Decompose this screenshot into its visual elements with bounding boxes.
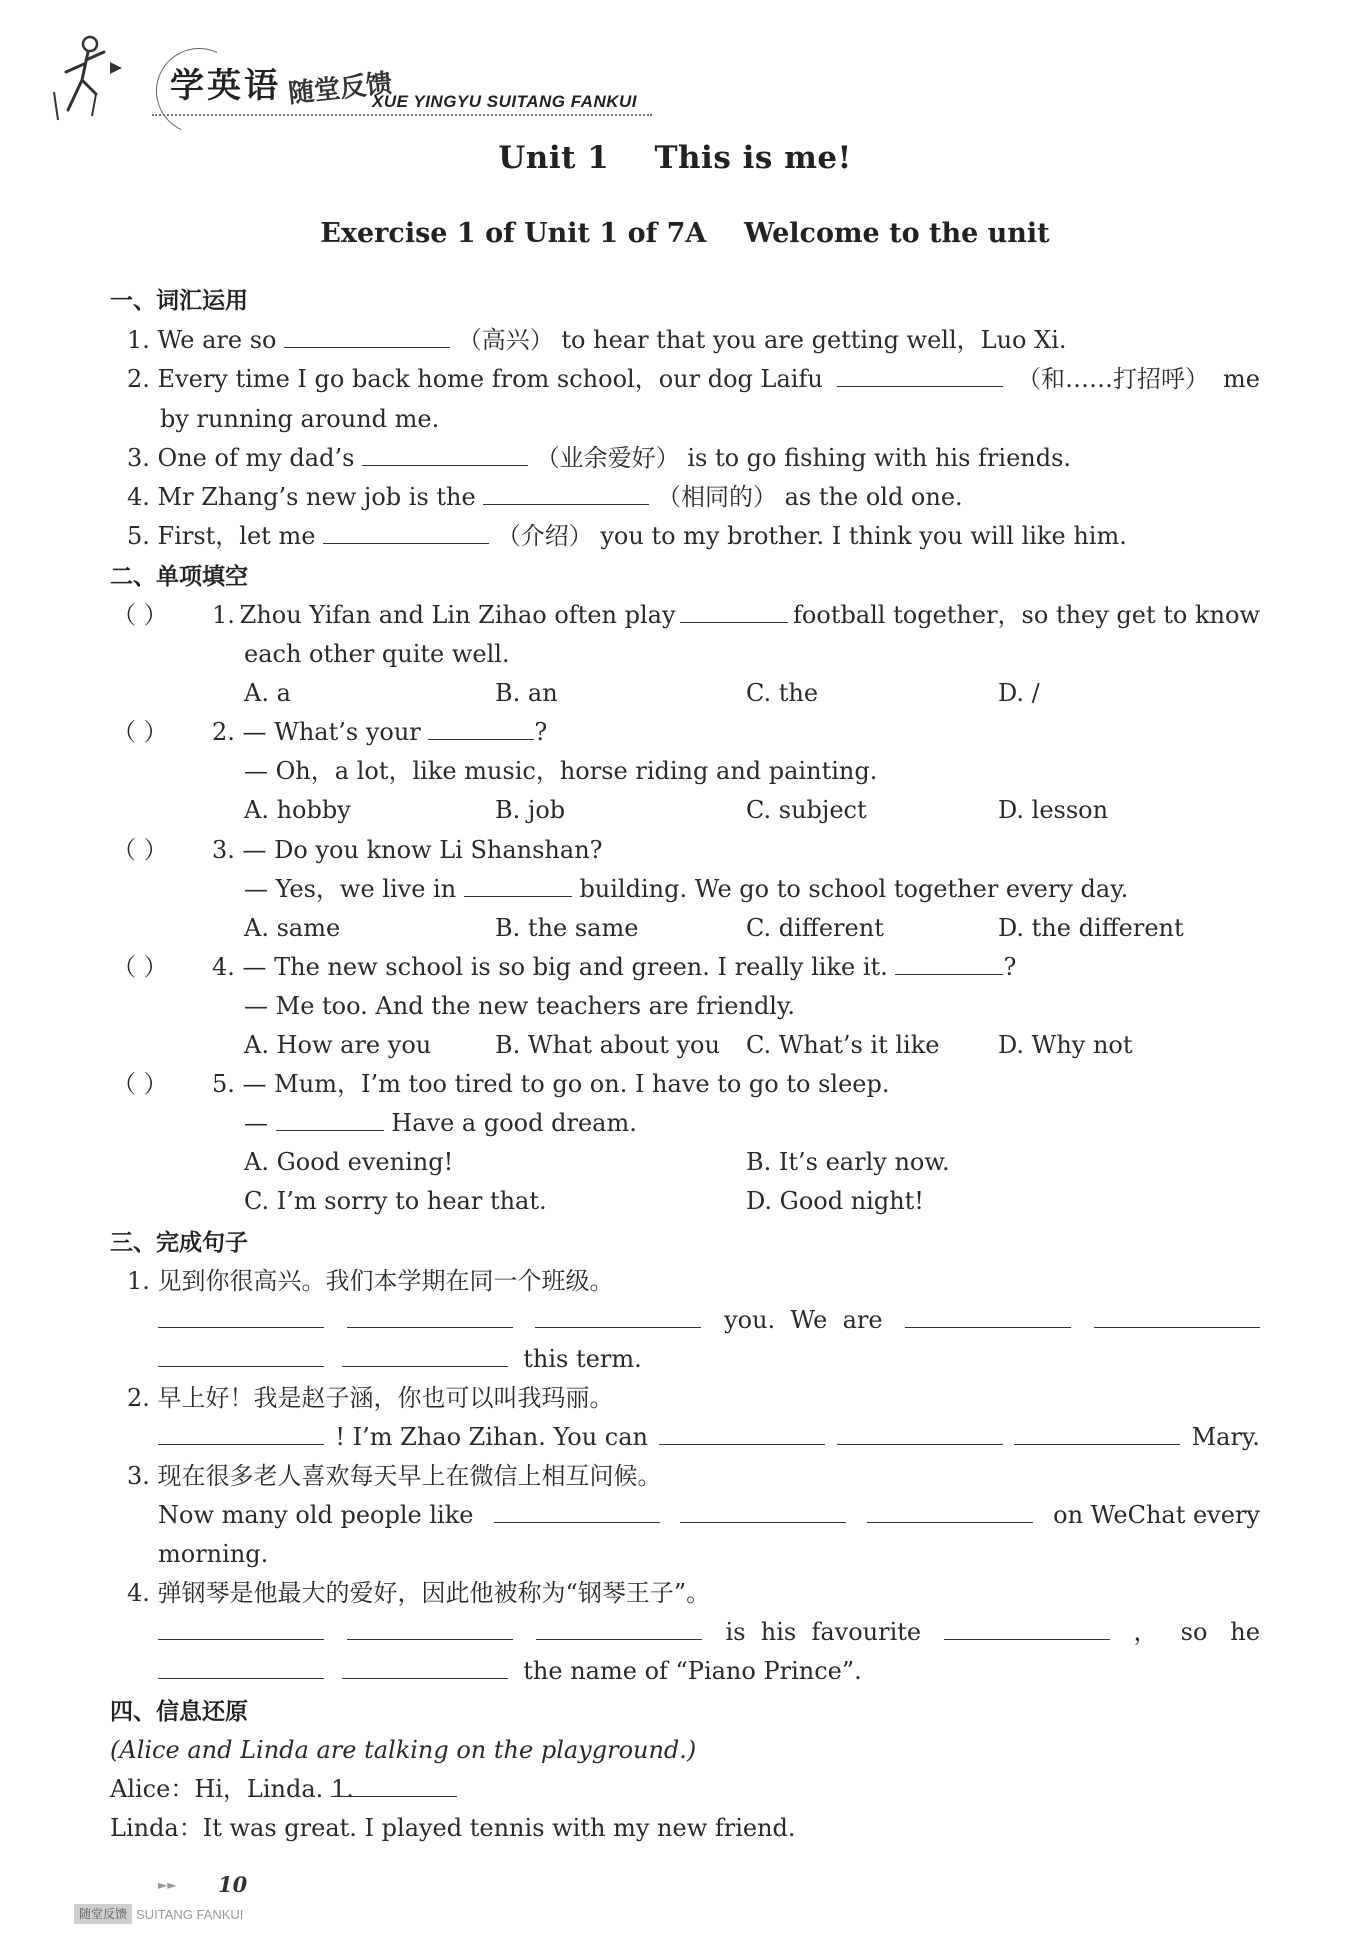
- dialogue-line-linda: Linda：It was great. I played tennis with my new friend.: [110, 1814, 796, 1842]
- answer-blank[interactable]: [536, 1617, 702, 1640]
- option-d[interactable]: D. /: [998, 679, 1040, 707]
- section-heading-complete-sentences: 三、完成句子: [110, 1230, 248, 1256]
- answer-blank[interactable]: [158, 1344, 324, 1367]
- sentence-text: you. We are: [724, 1306, 883, 1334]
- answer-blank[interactable]: [158, 1656, 324, 1679]
- item-number: 2.: [212, 718, 235, 746]
- page-header: [52, 28, 672, 128]
- vocab-item-3: [127, 443, 1071, 473]
- answer-blank[interactable]: [483, 482, 649, 505]
- answer-blank: [680, 600, 788, 623]
- item-text: is to go fishing with his friends.: [687, 444, 1072, 472]
- answer-blank[interactable]: [330, 1774, 457, 1803]
- option-c[interactable]: C. What’s it like: [746, 1031, 940, 1059]
- item-number: 5.: [127, 522, 150, 550]
- option-b[interactable]: B. an: [495, 679, 558, 707]
- translation-item-3: [127, 1461, 662, 1491]
- brand-pinyin: XUE YINGYU SUITANG FANKUI: [372, 92, 638, 111]
- chinese-hint: （业余爱好）: [535, 444, 680, 472]
- option-b[interactable]: B. It’s early now.: [746, 1148, 950, 1176]
- answer-blank[interactable]: [323, 521, 489, 544]
- answer-blank[interactable]: [347, 1617, 513, 1640]
- answer-blank[interactable]: [680, 1500, 846, 1523]
- section-heading-multiple-choice: 二、单项填空: [110, 564, 248, 590]
- chinese-hint: （和……打招呼）: [1016, 365, 1209, 393]
- question-text: — Yes，we live in: [244, 875, 457, 903]
- question-text: building. We go to school together every day.: [579, 875, 1129, 903]
- item-text: One of my dad’s: [157, 444, 355, 472]
- sentence-text: ! I’m Zhao Zihan. You can: [335, 1423, 649, 1451]
- answer-blank[interactable]: [158, 1617, 324, 1640]
- answer-blank: [428, 717, 534, 740]
- answer-blank[interactable]: [1094, 1305, 1260, 1328]
- item-text: me: [1223, 365, 1260, 393]
- chinese-sentence: 早上好！我是赵子涵，你也可以叫我玛丽。: [157, 1384, 614, 1412]
- question-text: — What’s your: [242, 718, 421, 746]
- vocab-item-5: [127, 521, 1127, 551]
- footer-badge: 随堂反馈: [74, 1904, 132, 1924]
- translation-item-3-line2: morning.: [158, 1540, 269, 1568]
- answer-blank[interactable]: [1014, 1422, 1180, 1445]
- item-text: We are so: [157, 326, 277, 354]
- translation-item-1-line1: [158, 1305, 1260, 1335]
- sentence-text: is his favourite: [725, 1618, 922, 1646]
- chinese-sentence: 现在很多老人喜欢每天早上在微信上相互问候。: [157, 1462, 662, 1490]
- answer-blank[interactable]: [837, 1422, 1003, 1445]
- item-text: as the old one.: [784, 483, 963, 511]
- question-text: ?: [534, 718, 548, 746]
- footer-pinyin: SUITANG FANKUI: [136, 1906, 244, 1922]
- vocab-item-2: [127, 364, 1260, 394]
- footer-brand: [74, 1904, 286, 1924]
- answer-blank[interactable]: [158, 1422, 324, 1445]
- answer-blank[interactable]: [494, 1500, 660, 1523]
- translation-item-4-line1: [158, 1617, 1260, 1647]
- vocab-item-4: [127, 482, 963, 512]
- question-text: — The new school is so big and green. I really like it.: [242, 953, 888, 981]
- mc-question-2: [212, 717, 547, 747]
- chinese-hint: （高兴）: [457, 326, 554, 354]
- brand-subtitle: 随堂反馈: [286, 68, 394, 110]
- option-b[interactable]: B. job: [495, 796, 566, 824]
- question-continuation: — Me too. And the new teachers are friendly.: [244, 992, 795, 1020]
- mc-question-3: [212, 835, 603, 865]
- answer-blank[interactable]: [944, 1617, 1110, 1640]
- answer-blank[interactable]: [837, 364, 1003, 387]
- sentence-text: the name of “Piano Prince”.: [523, 1657, 862, 1685]
- option-c[interactable]: C. I’m sorry to hear that.: [244, 1187, 547, 1215]
- answer-blank[interactable]: [342, 1344, 508, 1367]
- answer-blank[interactable]: [659, 1422, 825, 1445]
- chinese-hint: （介绍）: [496, 522, 593, 550]
- question-text: —: [244, 1109, 268, 1137]
- exercise-title: Exercise 1 of Unit 1 of 7A Welcome to the unit: [320, 218, 1050, 249]
- section-heading-information-recovery: 四、信息还原: [110, 1699, 248, 1725]
- answer-blank: [276, 1108, 384, 1131]
- translation-item-4: [127, 1578, 710, 1608]
- answer-blank[interactable]: [342, 1656, 508, 1679]
- chinese-sentence: 弹钢琴是他最大的爱好，因此他被称为“钢琴王子”。: [157, 1579, 711, 1607]
- item-number: 3.: [127, 1462, 150, 1490]
- dialogue-line-alice: [110, 1774, 457, 1804]
- sentence-text: this term.: [523, 1345, 642, 1373]
- option-a[interactable]: A. Good evening!: [244, 1148, 454, 1176]
- sentence-text: Mary.: [1191, 1423, 1260, 1451]
- translation-item-4-line2: [158, 1656, 862, 1686]
- answer-paren[interactable]: （ ）: [112, 1070, 168, 1098]
- item-text: you to my brother. I think you will like him.: [600, 522, 1127, 550]
- item-number: 4.: [127, 483, 150, 511]
- translation-item-1: [127, 1266, 614, 1296]
- item-text: to hear that you are getting well，Luo Xi.: [561, 326, 1067, 354]
- item-number: 1.: [127, 326, 150, 354]
- dialogue-scene: (Alice and Linda are talking on the playground.): [110, 1736, 697, 1764]
- unit-title: Unit 1 This is me!: [498, 140, 852, 176]
- answer-blank[interactable]: [158, 1305, 324, 1328]
- option-c[interactable]: C. the: [746, 679, 819, 707]
- page-number: 10: [218, 1872, 248, 1897]
- item-number: 3.: [212, 836, 235, 864]
- answer-blank: [895, 952, 1003, 975]
- mc-question-4: [212, 952, 1016, 982]
- question-continuation: each other quite well.: [244, 640, 510, 668]
- mc-question-5: [212, 1069, 890, 1099]
- option-d[interactable]: D. Good night!: [746, 1187, 924, 1215]
- option-a[interactable]: A. same: [244, 914, 341, 942]
- item-text: Mr Zhang’s new job is the: [157, 483, 476, 511]
- answer-blank[interactable]: [362, 443, 528, 466]
- question-text: ?: [1003, 953, 1017, 981]
- translation-item-2-line1: [158, 1422, 1260, 1452]
- vocab-item-1: [127, 325, 1067, 355]
- mc-question-1: [212, 600, 1260, 630]
- item-text: Every time I go back home from school，our dog Laifu: [157, 365, 823, 393]
- question-text: football together，so they get to know: [793, 601, 1260, 629]
- translation-item-1-line2: [158, 1344, 642, 1374]
- answer-blank[interactable]: [867, 1500, 1033, 1523]
- question-continuation: [244, 1108, 637, 1138]
- option-d[interactable]: D. the different: [998, 914, 1184, 942]
- question-text: Have a good dream.: [391, 1109, 637, 1137]
- item-number: 2.: [127, 1384, 150, 1412]
- translation-item-3-line1: [158, 1500, 1260, 1530]
- runner-logo-icon: [52, 32, 122, 124]
- item-number: 3.: [127, 444, 150, 472]
- option-b[interactable]: B. the same: [495, 914, 639, 942]
- sentence-text: on WeChat every: [1053, 1501, 1260, 1529]
- translation-item-2: [127, 1383, 614, 1413]
- answer-paren[interactable]: （ ）: [112, 718, 168, 746]
- option-c[interactable]: C. different: [746, 914, 884, 942]
- sentence-text: Now many old people like: [158, 1501, 474, 1529]
- item-number: 2.: [127, 365, 150, 393]
- answer-paren[interactable]: （ ）: [112, 601, 168, 629]
- question-text: — Mum，I’m too tired to go on. I have to go to sleep.: [242, 1070, 890, 1098]
- answer-blank[interactable]: [535, 1305, 701, 1328]
- sentence-text: ，: [1133, 1618, 1158, 1646]
- answer-paren[interactable]: （ ）: [112, 836, 168, 864]
- option-d[interactable]: D. Why not: [998, 1031, 1133, 1059]
- item-number: 5.: [212, 1070, 235, 1098]
- brand-title: 学英语: [170, 66, 281, 106]
- item-text: First，let me: [157, 522, 316, 550]
- question-text: — Do you know Li Shanshan?: [242, 836, 603, 864]
- question-continuation: [244, 874, 1128, 904]
- option-d[interactable]: D. lesson: [998, 796, 1109, 824]
- answer-paren[interactable]: （ ）: [112, 953, 168, 981]
- section-heading-vocabulary: 一、词汇运用: [110, 288, 248, 314]
- blank-number: 1.: [330, 1775, 354, 1803]
- option-a[interactable]: A. How are you: [244, 1031, 432, 1059]
- vocab-item-2-cont: by running around me.: [160, 405, 440, 433]
- option-c[interactable]: C. subject: [746, 796, 867, 824]
- item-number: 4.: [127, 1579, 150, 1607]
- page-arrow-icon: ►►: [158, 1878, 177, 1892]
- question-text: Zhou Yifan and Lin Zihao often play: [239, 601, 676, 629]
- chinese-hint: （相同的）: [656, 483, 777, 511]
- option-a[interactable]: A. a: [244, 679, 291, 707]
- item-number: 1.: [127, 1267, 150, 1295]
- option-a[interactable]: A. hobby: [244, 796, 351, 824]
- question-continuation: — Oh，a lot，like music，horse riding and painting.: [244, 757, 878, 785]
- chinese-sentence: 见到你很高兴。我们本学期在同一个班级。: [157, 1267, 614, 1295]
- dialogue-text: Alice：Hi，Linda.: [110, 1775, 324, 1803]
- answer-blank[interactable]: [347, 1305, 513, 1328]
- sentence-text: so he: [1180, 1618, 1260, 1646]
- item-number: 4.: [212, 953, 235, 981]
- header-divider: [152, 114, 652, 116]
- item-number: 1.: [212, 601, 235, 629]
- option-b[interactable]: B. What about you: [495, 1031, 720, 1059]
- answer-blank[interactable]: [905, 1305, 1071, 1328]
- answer-blank: [464, 874, 572, 897]
- answer-blank[interactable]: [284, 325, 450, 348]
